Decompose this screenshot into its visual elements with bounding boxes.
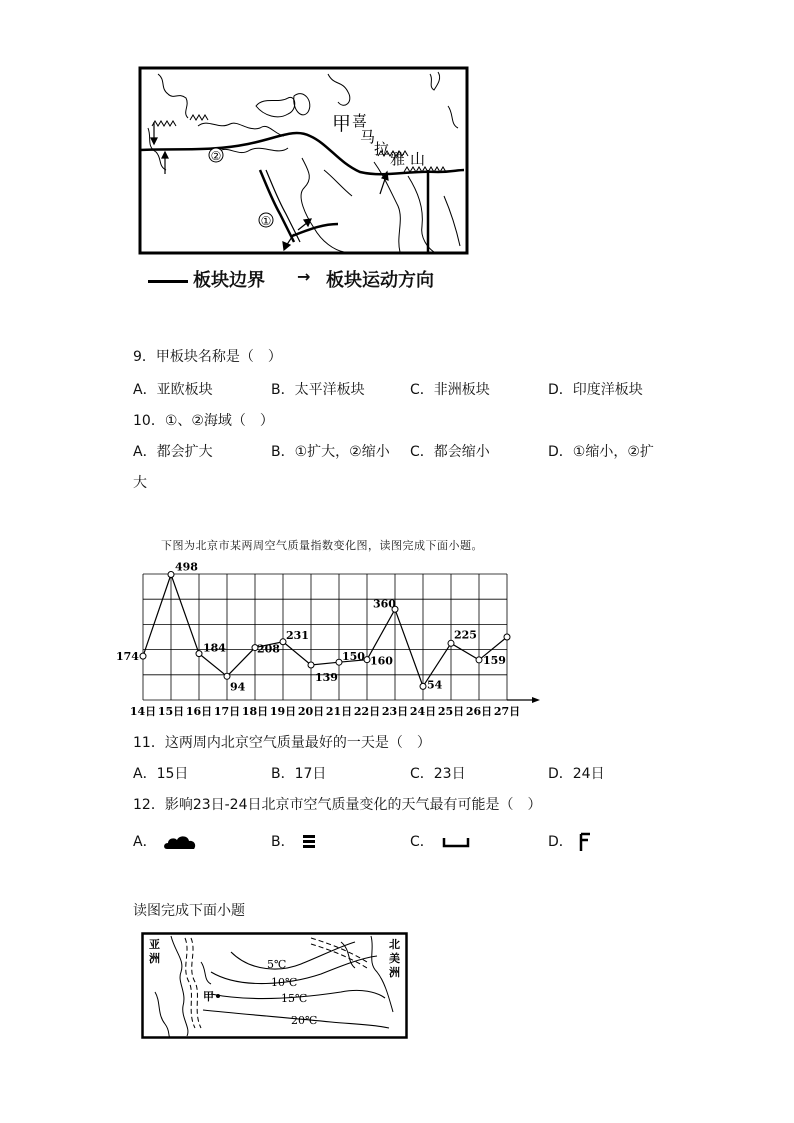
- map-legend: [148, 266, 488, 296]
- question-11: 11．这两周内北京空气质量最好的一天是（ ）: [133, 735, 431, 751]
- arrow-icon: →: [297, 267, 311, 286]
- isotherm-15-label: 15℃: [281, 992, 308, 1005]
- himalaya-char-5: 山: [410, 150, 426, 168]
- data-point: [308, 662, 314, 668]
- q10-option-a[interactable]: A．都会扩大: [133, 444, 213, 460]
- asia-label-1: 亚: [149, 938, 160, 951]
- sandstorm-icon: [442, 834, 472, 850]
- q12-option-d-label: D．: [548, 834, 573, 850]
- plate-jia-label: 甲: [332, 113, 352, 135]
- chart-axis: [507, 697, 540, 703]
- legend-boundary-label: 板块边界: [193, 270, 265, 291]
- data-label: 231: [286, 628, 309, 642]
- himalaya-char-4: 雅: [390, 150, 406, 168]
- q9-option-d[interactable]: D．印度洋板块: [548, 382, 643, 398]
- isotherm-5-label: 5℃: [267, 958, 287, 971]
- q12-option-d[interactable]: [548, 831, 593, 852]
- x-tick-labels: [130, 705, 520, 718]
- x-tick-label: 19日: [269, 705, 297, 718]
- q12-option-b[interactable]: [271, 831, 319, 851]
- aqi-line-chart: [116, 560, 545, 720]
- himalaya-char-1: 喜: [352, 112, 368, 130]
- chart-intro: 下图为北京市某两周空气质量指数变化图，读图完成下面小题。: [161, 539, 483, 552]
- na-label-3: 洲: [389, 966, 400, 979]
- q9-option-a[interactable]: A．亚欧板块: [133, 382, 213, 398]
- q11-option-b[interactable]: B．17日: [271, 766, 327, 782]
- q11-option-c[interactable]: C．23日: [410, 766, 466, 782]
- question-9: 9．甲板块名称是（ ）: [133, 349, 282, 365]
- cloud-icon: [163, 833, 199, 851]
- data-point: [420, 683, 426, 689]
- q10-option-b[interactable]: B．①扩大，②缩小: [271, 444, 390, 460]
- q12-option-a-label: A．: [133, 834, 157, 850]
- q12-option-c[interactable]: [410, 831, 472, 851]
- x-axis-arrow: [532, 697, 540, 703]
- data-point: [168, 572, 174, 578]
- data-label: 208: [257, 642, 280, 656]
- point-jia-dot: [216, 994, 220, 998]
- q9-option-c[interactable]: C．非洲板块: [410, 382, 490, 398]
- isotherm-20-label: 20℃: [291, 1014, 318, 1027]
- marker-1-label: ①: [260, 214, 272, 228]
- data-point: [140, 653, 146, 659]
- data-point: [196, 651, 202, 657]
- x-tick-label: 22日: [353, 705, 381, 718]
- data-label: 159: [483, 653, 506, 667]
- q11-option-d[interactable]: D．24日: [548, 766, 605, 782]
- q12-option-a[interactable]: [133, 831, 199, 851]
- q10-option-d[interactable]: D．①缩小，②扩: [548, 444, 654, 460]
- x-tick-label: 23日: [381, 705, 409, 718]
- data-point: [504, 634, 510, 640]
- asia-label-2: 洲: [149, 952, 160, 965]
- wind-flag-icon: [579, 832, 593, 852]
- x-tick-label: 17日: [213, 705, 241, 718]
- x-tick-label: 24日: [409, 705, 437, 718]
- data-label: 160: [370, 654, 393, 668]
- data-label: 225: [454, 628, 477, 642]
- x-tick-label: 25日: [437, 705, 465, 718]
- aqi-series-line: [143, 575, 507, 687]
- x-tick-label: 16日: [185, 705, 213, 718]
- q10-option-c[interactable]: C．都会缩小: [410, 444, 490, 460]
- question-10: 10．①、②海域（ ）: [133, 413, 274, 429]
- x-tick-label: 14日: [129, 705, 157, 718]
- question-12: 12．影响23日-24日北京市空气质量变化的天气最有可能是（ ）: [133, 797, 542, 813]
- x-tick-label: 26日: [465, 705, 493, 718]
- x-tick-label: 21日: [325, 705, 353, 718]
- na-label-2: 美: [389, 952, 400, 965]
- x-tick-label: 27日: [493, 705, 521, 718]
- x-tick-label: 20日: [297, 705, 325, 718]
- na-label-1: 北: [389, 938, 400, 951]
- marker-2-label: ②: [210, 149, 222, 163]
- data-label: 94: [230, 680, 246, 694]
- data-point: [476, 657, 482, 663]
- data-label: 54: [427, 678, 443, 692]
- data-label: 184: [203, 641, 226, 655]
- point-jia-label: 甲: [203, 990, 214, 1003]
- map3-intro: 读图完成下面小题: [133, 903, 245, 919]
- q11-option-a[interactable]: A．15日: [133, 766, 189, 782]
- q12-option-b-label: B．: [271, 834, 295, 850]
- himalaya-char-2: 马: [360, 128, 376, 146]
- x-tick-label: 15日: [157, 705, 185, 718]
- q12-option-c-label: C．: [410, 834, 434, 850]
- fog-icon: [303, 834, 319, 850]
- data-label: 360: [373, 597, 396, 611]
- himalaya-char-3: 拉: [374, 140, 390, 158]
- data-point: [224, 673, 230, 679]
- data-label: 150: [342, 650, 365, 664]
- legend-line-symbol: [148, 280, 188, 283]
- data-label: 139: [315, 670, 338, 684]
- x-tick-label: 18日: [241, 705, 269, 718]
- plate-boundary-map: [138, 66, 470, 256]
- data-label: 498: [175, 560, 198, 574]
- legend-direction-label: 板块运动方向: [326, 270, 434, 291]
- pacific-isotherm-map: [141, 932, 408, 1039]
- q10-option-d-wrap: 大: [133, 475, 147, 491]
- data-label: 174: [116, 650, 139, 664]
- isotherm-10-label: 10℃: [271, 976, 298, 989]
- q9-option-b[interactable]: B．太平洋板块: [271, 382, 365, 398]
